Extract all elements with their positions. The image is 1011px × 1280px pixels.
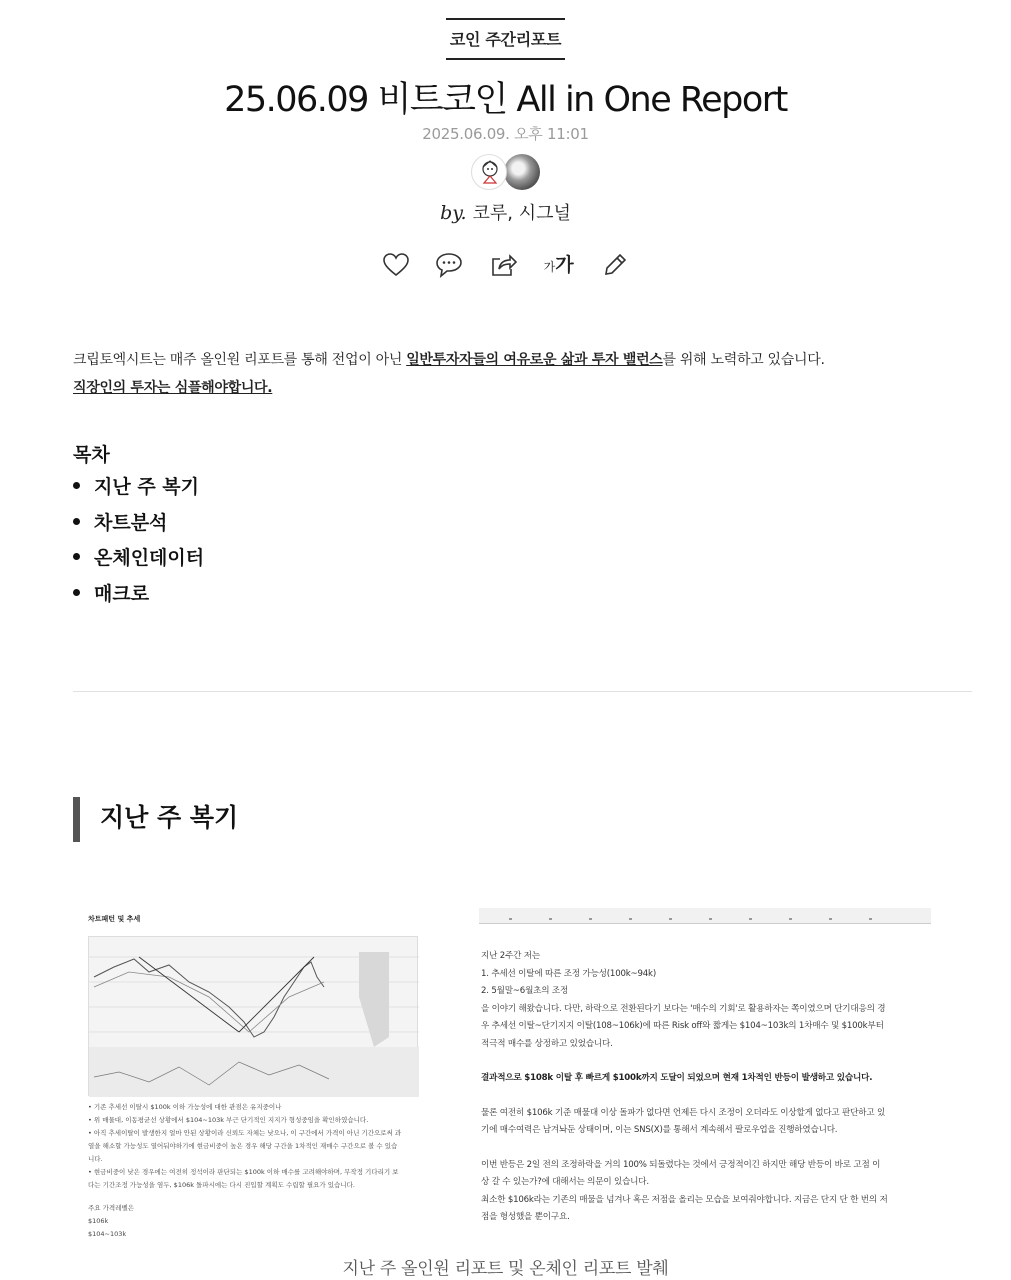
heart-icon bbox=[381, 250, 411, 280]
report-text bbox=[481, 948, 931, 1227]
toc-item[interactable]: 온체인데이터 bbox=[73, 544, 204, 580]
category-label[interactable] bbox=[0, 18, 1011, 60]
category-text[interactable]: 코인 주간리포트 bbox=[446, 18, 565, 60]
bullet-line: • 기존 추세선 이탈시 $100k 이하 가능성에 대한 관점은 유지중이나 bbox=[88, 1103, 282, 1111]
report-line: 적극적 매수를 상정하고 있었습니다. bbox=[481, 1038, 613, 1049]
divider bbox=[73, 691, 972, 692]
report-line: 지난 2주간 저는 bbox=[481, 951, 540, 961]
toc-title: 목차 bbox=[73, 444, 110, 466]
intro-link-balance[interactable]: 일반투자자들의 여유로운 삶과 투자 밸런스 bbox=[406, 352, 663, 368]
intro-line1-pre: 크립토엑시트는 매주 올인원 리포트를 통해 전업이 아닌 bbox=[73, 352, 407, 368]
bullet-line: • 현금비중이 낮은 경우에는 여전히 정석이라 판단되는 $100k 이하 매수를 고려해야하며, 무작정 기다리기 보 bbox=[88, 1168, 399, 1176]
post-title: 25.06.09 비트코인 All in One Report bbox=[224, 80, 787, 120]
report-line: 이번 반등은 2일 전의 조정하락을 거의 100% 되돌렸다는 것에서 긍정적이긴 하지만 해당 반등이 바로 고점 이 bbox=[481, 1159, 881, 1170]
report-line: 2. 5월말~6월초의 조정 bbox=[481, 986, 569, 996]
price-level: $104~103k bbox=[88, 1230, 127, 1238]
report-line: 물론 여전히 $106k 기준 매물대 이상 돌파가 없다면 언제든 다시 조정이 오더라도 이상할게 없다고 판단하고 있 bbox=[481, 1107, 886, 1118]
price-levels bbox=[88, 1202, 134, 1241]
toc-item[interactable]: 차트분석 bbox=[73, 509, 204, 545]
report-gap bbox=[481, 1088, 931, 1105]
report-line: 상 갈 수 있는가?에 대해서는 의문이 있습니다. bbox=[481, 1177, 649, 1187]
bullet-line: 열을 해소할 가능성도 열어둬야하기에 현금비중이 높은 경우 해당 구간을 1차적인 재매수 구간으로 볼 수 있습 bbox=[88, 1142, 398, 1150]
comment-button[interactable] bbox=[434, 250, 464, 280]
toc-item[interactable]: 지난 주 복기 bbox=[73, 473, 204, 509]
bullet-line: 니다. bbox=[88, 1155, 103, 1163]
pencil-icon bbox=[600, 250, 630, 280]
toc-list bbox=[73, 473, 204, 615]
image-bullets bbox=[88, 1101, 418, 1192]
intro-link-simple[interactable]: 직장인의 투자는 심플해야합니다. bbox=[73, 380, 273, 396]
chart-report-image[interactable] bbox=[82, 906, 422, 1246]
share-icon bbox=[488, 250, 518, 280]
text-report-image[interactable] bbox=[473, 904, 937, 1234]
candlestick-chart-icon bbox=[89, 937, 419, 1097]
report-line: 기에 매수여력은 남겨놔둔 상태이며, 이는 SNS(X)를 통해서 계속해서 팔로우업을 진행하였습니다. bbox=[481, 1125, 838, 1135]
report-line-bold: 결과적으로 $108k 이탈 후 빠르게 $100k까지 도달이 되었으며 현재 1차적인 반등이 발생하고 있습니다. bbox=[481, 1073, 873, 1083]
timeline-strip bbox=[479, 908, 931, 924]
image-title: 차트패턴 및 추세 bbox=[88, 915, 141, 923]
edit-button[interactable] bbox=[600, 250, 630, 280]
report-line: 을 이야기 해왔습니다. 다만, 하락으로 전환된다기 보다는 '매수의 기회'로 활용하자는 쪽이였으며 단기대응의 경 bbox=[481, 1003, 886, 1014]
bullet-line: • 아직 추세이탈이 발생한지 얼마 안된 상황이라 신뢰도 자체는 낮으나, 이 구간에서 가격이 아닌 기간으로써 과 bbox=[88, 1129, 402, 1137]
image-caption: 지난 주 올인원 리포트 및 온체인 리포트 발췌 bbox=[342, 1259, 669, 1279]
cartoon-avatar-icon bbox=[472, 155, 508, 191]
avatar[interactable] bbox=[504, 154, 540, 190]
report-gap bbox=[481, 1053, 931, 1070]
post-actions bbox=[0, 250, 1011, 280]
intro-line1-post: 를 위해 노력하고 있습니다. bbox=[662, 352, 825, 368]
report-gap bbox=[481, 1140, 931, 1157]
author-avatars bbox=[0, 154, 1011, 194]
section-heading: 지난 주 복기 bbox=[73, 797, 238, 842]
report-line: 1. 추세선 이탈에 따른 조정 가능성(100k~94k) bbox=[481, 968, 656, 979]
report-line: 점을 형성했을 뿐이구요. bbox=[481, 1212, 570, 1222]
bullet-line: • 위 매물대, 이동평균선 상황에서 $104~103k 부근 단기적인 지지가 형성중임을 확인하였습니다. bbox=[88, 1116, 369, 1124]
bullet-line: 다는 기간조정 가능성을 염두, $106k 돌파시에는 다시 진입할 계획도 수립할 필요가 있습니다. bbox=[88, 1181, 355, 1189]
font-size-button[interactable] bbox=[541, 250, 577, 280]
price-chart-thumbnail bbox=[88, 936, 418, 1096]
like-button[interactable] bbox=[381, 250, 411, 280]
font-size-large-label: 가 bbox=[555, 254, 574, 276]
report-line: 최소한 $106k라는 기존의 매물을 넘겨나 혹은 저점을 올리는 모습을 보여줘야합니다. 지금은 단지 단 한 번의 저 bbox=[481, 1194, 888, 1205]
price-level: $106k bbox=[88, 1217, 109, 1225]
author-names[interactable]: 코루, 시그널 bbox=[472, 203, 571, 224]
comment-icon bbox=[434, 250, 464, 280]
byline bbox=[0, 199, 1011, 225]
share-button[interactable] bbox=[488, 250, 518, 280]
font-size-small-label: 가 bbox=[543, 260, 556, 274]
price-levels-label: 주요 가격레벨은 bbox=[88, 1204, 135, 1212]
timeline-icon bbox=[479, 908, 931, 924]
avatar[interactable] bbox=[471, 154, 507, 190]
byline-prefix: by. bbox=[440, 202, 467, 224]
intro-text bbox=[73, 346, 825, 402]
toc-item[interactable]: 매크로 bbox=[73, 580, 204, 616]
post-date: 2025.06.09. 오후 11:01 bbox=[422, 125, 589, 143]
report-line: 우 추세선 이탈~단기지지 이탈(108~106k)에 따른 Risk off와 짧게는 $104~103k의 1차매수 및 $100k부터 bbox=[481, 1021, 884, 1031]
